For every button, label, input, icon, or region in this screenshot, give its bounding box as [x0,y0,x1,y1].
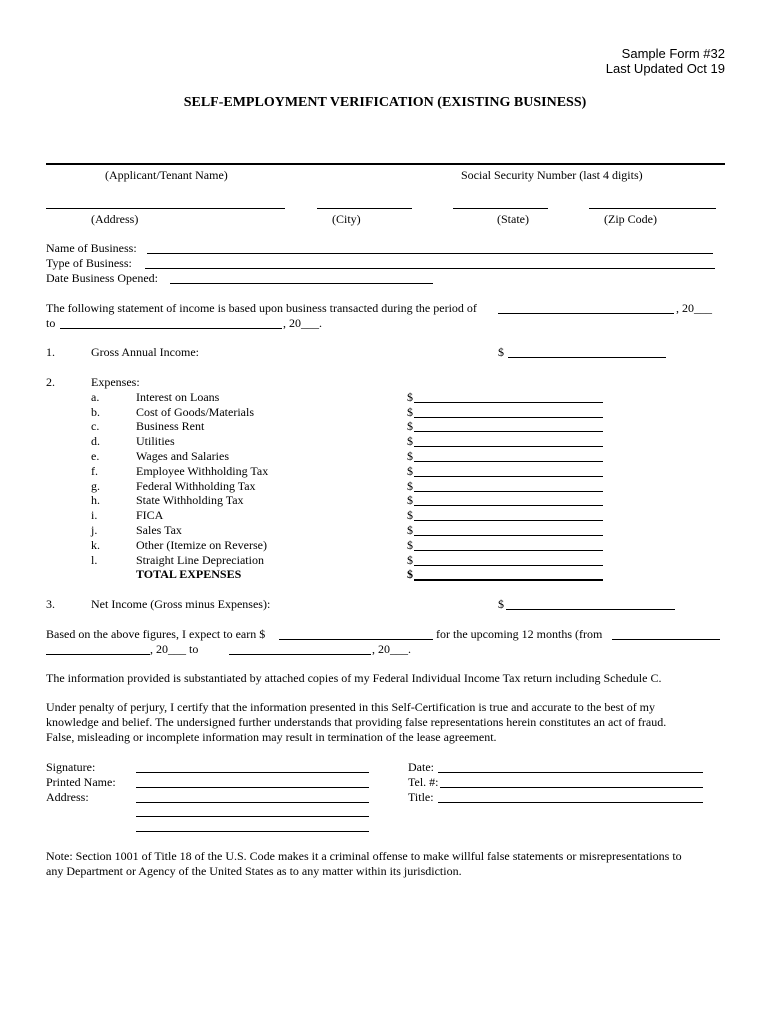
expected-to-field[interactable] [229,654,371,655]
expense-letter: j. [91,523,98,537]
expense-dollar: $ [407,390,413,404]
expense-letter: i. [91,508,98,522]
state-label: (State) [497,212,529,226]
expected-earnings-field[interactable] [279,639,433,640]
expense-field-state-withholding[interactable] [414,505,603,506]
net-income-field[interactable] [506,609,675,610]
expenses-label: Expenses: [91,375,140,389]
expense-field-depreciation[interactable] [414,565,603,566]
period-to-field[interactable] [60,328,282,329]
item-1-number: 1. [46,345,55,359]
date-field[interactable] [438,772,703,773]
period-to-year: , 20___. [283,316,322,330]
period-from-field[interactable] [498,313,674,314]
net-income-label: Net Income (Gross minus Expenses): [91,597,271,611]
note-line: Note: Section 1001 of Title 18 of the U.S. Code makes it a criminal offense to make willful false statements or misrepresentations to [46,849,682,863]
period-statement: The following statement of income is based upon business transacted during the period of [46,301,477,315]
total-expenses-label: TOTAL EXPENSES [136,567,242,581]
certification-line: knowledge and belief. The undersigned further understands that providing false representations herein constitutes an act of fraud. [46,715,667,729]
expense-letter: k. [91,538,100,552]
tel-label: Tel. #: [408,775,439,789]
city-field[interactable] [317,208,412,209]
zip-field[interactable] [589,208,716,209]
printed-name-field[interactable] [136,787,369,788]
expense-dollar: $ [407,508,413,522]
expense-label-employee-withholding: Employee Withholding Tax [136,464,269,478]
expense-letter: c. [91,419,100,433]
expense-label-fica: FICA [136,508,164,522]
form-number: Sample Form #32 [621,46,725,61]
certification-line: Under penalty of perjury, I certify that the information presented in this Self-Certification is true and accurate to the best of my [46,700,656,714]
business-type-label: Type of Business: [46,256,132,270]
expense-label-business-rent: Business Rent [136,419,205,433]
signer-address-field-1[interactable] [136,802,369,803]
expense-label-interest: Interest on Loans [136,390,220,404]
expense-field-utilities[interactable] [414,446,603,447]
expense-dollar: $ [407,553,413,567]
expense-label-federal-withholding: Federal Withholding Tax [136,479,256,493]
signer-address-field-2[interactable] [136,816,369,817]
substantiation-text: The information provided is substantiated by attached copies of my Federal Individual Income Tax return including Schedule C. [46,671,662,685]
period-from-year: , 20___ [676,301,712,315]
expense-letter: l. [91,553,98,567]
tel-field[interactable] [440,787,703,788]
expense-field-sales-tax[interactable] [414,535,603,536]
item-3-number: 3. [46,597,55,611]
expense-field-federal-withholding[interactable] [414,491,603,492]
expense-label-cost-of-goods: Cost of Goods/Materials [136,405,254,419]
gross-income-label: Gross Annual Income: [91,345,199,359]
expense-letter: e. [91,449,100,463]
business-name-field[interactable] [147,253,713,254]
ssn-label: Social Security Number (last 4 digits) [461,168,643,182]
expected-from-field[interactable] [612,639,720,640]
expense-label-wages: Wages and Salaries [136,449,229,463]
expense-field-other[interactable] [414,550,603,551]
expense-dollar: $ [407,523,413,537]
date-opened-field[interactable] [170,283,433,284]
expense-letter: b. [91,405,100,419]
expense-field-interest[interactable] [414,402,603,403]
expense-letter: a. [91,390,100,404]
expense-field-wages[interactable] [414,461,603,462]
period-to-label: to [46,316,56,330]
expense-dollar: $ [407,479,413,493]
applicant-name-label: (Applicant/Tenant Name) [105,168,228,182]
signer-address-field-3[interactable] [136,831,369,832]
address-field[interactable] [46,208,285,209]
total-expenses-dollar: $ [407,567,413,581]
business-type-field[interactable] [145,268,715,269]
expense-letter: f. [91,464,98,478]
city-label: (City) [332,212,361,226]
expense-label-state-withholding: State Withholding Tax [136,493,244,507]
expected-to-year: , 20___. [372,642,411,656]
business-name-label: Name of Business: [46,241,137,255]
signature-label: Signature: [46,760,96,774]
expense-dollar: $ [407,464,413,478]
title-field[interactable] [438,802,703,803]
title-label: Title: [408,790,434,804]
total-expenses-field[interactable] [414,579,603,581]
expense-letter: g. [91,479,100,493]
signature-field[interactable] [136,772,369,773]
form-title: SELF-EMPLOYMENT VERIFICATION (EXISTING BUSINESS) [183,95,587,110]
net-income-dollar: $ [498,597,504,611]
certification-line: False, misleading or incomplete information may result in termination of the lease agreement. [46,730,497,744]
expense-dollar: $ [407,538,413,552]
expected-earnings-text: Based on the above figures, I expect to earn $ [46,627,266,641]
expected-from-year-field[interactable] [46,654,150,655]
item-2-number: 2. [46,375,55,389]
expense-field-cost-of-goods[interactable] [414,417,603,418]
signer-address-label: Address: [46,790,89,804]
expense-label-depreciation: Straight Line Depreciation [136,553,264,567]
gross-income-field[interactable] [508,357,666,358]
expense-dollar: $ [407,434,413,448]
expense-label-utilities: Utilities [136,434,175,448]
date-opened-label: Date Business Opened: [46,271,158,285]
expense-letter: d. [91,434,100,448]
expense-letter: h. [91,493,100,507]
form-header-meta [606,46,725,76]
date-label: Date: [408,760,434,774]
expense-dollar: $ [407,449,413,463]
expected-to-text: , 20___ to [150,642,199,656]
printed-name-label: Printed Name: [46,775,116,789]
expense-field-business-rent[interactable] [414,431,603,432]
expense-dollar: $ [407,419,413,433]
zip-label: (Zip Code) [604,212,657,226]
expense-field-fica[interactable] [414,520,603,521]
last-updated: Last Updated Oct 19 [605,61,725,76]
expense-dollar: $ [407,493,413,507]
expense-field-employee-withholding[interactable] [414,476,603,477]
gross-income-dollar: $ [498,345,504,359]
expected-period-text: for the upcoming 12 months (from [436,627,603,641]
note-line: any Department or Agency of the United States as to any matter within its jurisdiction. [46,864,462,878]
state-field[interactable] [453,208,548,209]
address-label: (Address) [91,212,139,226]
expense-label-other: Other (Itemize on Reverse) [136,538,267,552]
expense-dollar: $ [407,405,413,419]
applicant-name-line[interactable] [46,163,725,165]
expense-label-sales-tax: Sales Tax [136,523,182,537]
